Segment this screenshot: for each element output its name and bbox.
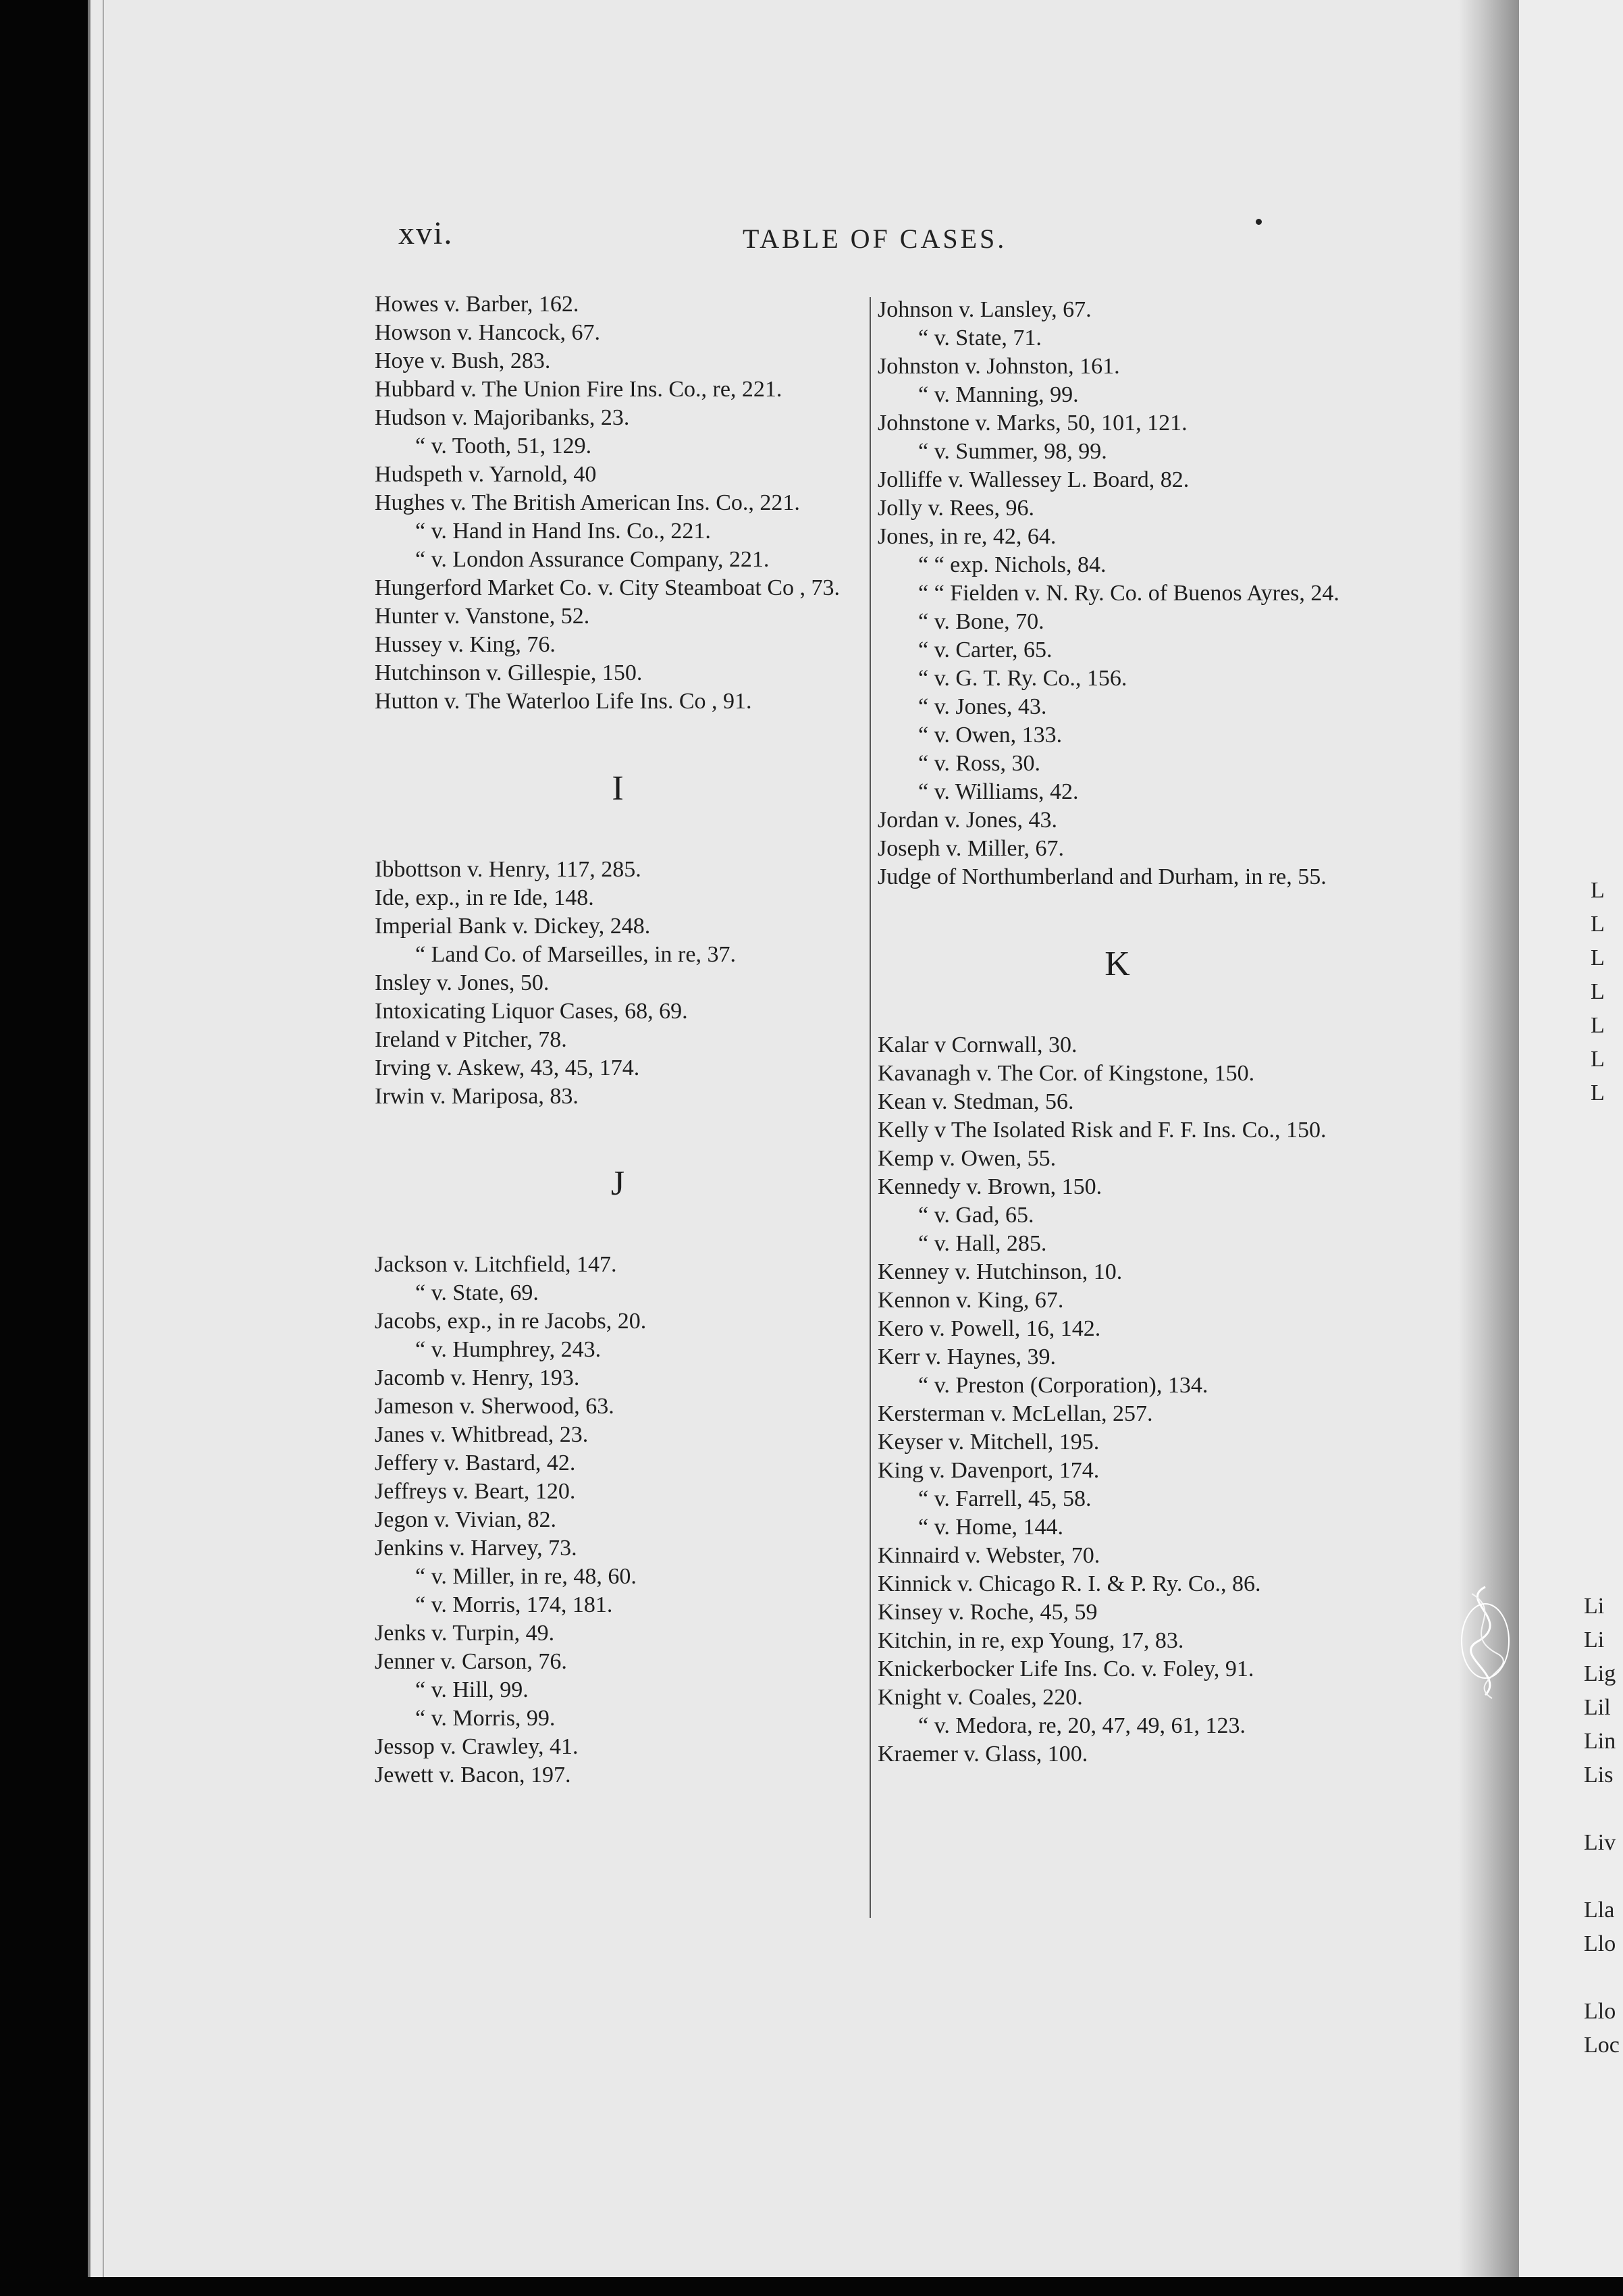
index-entry: Hubbard v. The Union Fire Ins. Co., re, 221. [375, 377, 782, 402]
entries-j-right [878, 296, 1357, 891]
index-entry: “ v. Miller, in re, 48, 60. [415, 1564, 637, 1589]
index-entry: Kennon v. King, 67. [878, 1288, 1064, 1313]
index-entry: Jacomb v. Henry, 193. [375, 1365, 580, 1390]
index-entry: “ v. State, 69. [415, 1280, 539, 1305]
index-entry: “ v. Summer, 98, 99. [918, 439, 1107, 464]
index-entry: Jameson v. Sherwood, 63. [375, 1394, 614, 1419]
index-entry: “ v. Morris, 174, 181. [415, 1592, 613, 1617]
binding-thread-icon [1445, 1580, 1526, 1702]
page-title: TABLE OF CASES. [743, 224, 1007, 254]
index-entry: Imperial Bank v. Dickey, 248. [375, 914, 651, 939]
index-entry: Kraemer v. Glass, 100. [878, 1742, 1088, 1767]
index-entry: Joseph v. Miller, 67. [878, 836, 1064, 861]
fragment: Loc [1584, 2033, 1620, 2058]
print-speck [1256, 219, 1262, 225]
index-entry: “ v. Jones, 43. [918, 694, 1047, 719]
index-entry: Hussey v. King, 76. [375, 632, 556, 657]
index-entry: Hudson v. Majoribanks, 23. [375, 405, 630, 430]
index-entry: Jessop v. Crawley, 41. [375, 1734, 579, 1759]
index-entry: Howes v. Barber, 162. [375, 292, 579, 317]
entries-h [375, 290, 861, 716]
index-entry: Irwin v. Mariposa, 83. [375, 1084, 579, 1109]
fragment: Lin [1584, 1729, 1616, 1754]
index-entry: Hoye v. Bush, 283. [375, 348, 551, 373]
index-entry: “ v. Bone, 70. [918, 609, 1044, 634]
index-entry: “ v. Owen, 133. [918, 723, 1063, 748]
index-entry: “ v. Hill, 99. [415, 1677, 529, 1702]
index-entry: Kitchin, in re, exp Young, 17, 83. [878, 1628, 1184, 1653]
index-entry: “ v. Williams, 42. [918, 779, 1079, 804]
fragment: Li [1584, 1594, 1605, 1619]
index-entry: Hutton v. The Waterloo Life Ins. Co , 91. [375, 689, 752, 714]
index-entry: Kelly v The Isolated Risk and F. F. Ins. Co., 150. [878, 1118, 1327, 1143]
index-entry: “ v. Farrell, 45, 58. [918, 1486, 1092, 1511]
index-entry: Kenney v. Hutchinson, 10. [878, 1259, 1123, 1284]
index-entry: Kerr v. Haynes, 39. [878, 1345, 1057, 1369]
index-entry: Hungerford Market Co. v. City Steamboat Co , 73. [375, 575, 841, 600]
index-entry: Johnson v. Lansley, 67. [878, 297, 1092, 322]
index-entry: Knickerbocker Life Ins. Co. v. Foley, 91. [878, 1656, 1254, 1681]
index-entry: “ v. Hand in Hand Ins. Co., 221. [415, 519, 711, 544]
fragment: Liv [1584, 1830, 1616, 1855]
index-entry: Jones, in re, 42, 64. [878, 524, 1057, 549]
index-entry: “ v. Home, 144. [918, 1515, 1063, 1540]
index-entry: Jewett v. Bacon, 197. [375, 1763, 571, 1788]
section-letter-i: I [612, 769, 624, 808]
index-entry: Insley v. Jones, 50. [375, 970, 550, 995]
index-entry: Hutchinson v. Gillespie, 150. [375, 660, 643, 685]
fragment: Lig [1584, 1661, 1616, 1686]
section-letter-j: J [610, 1164, 625, 1203]
index-entry: Jegon v. Vivian, 82. [375, 1507, 556, 1532]
index-entry: “ v. State, 71. [918, 325, 1042, 350]
index-entry: Kinsey v. Roche, 45, 59 [878, 1600, 1098, 1625]
index-entry: Johnstone v. Marks, 50, 101, 121. [878, 411, 1188, 436]
fragment: L [1591, 878, 1605, 903]
index-entry: Kean v. Stedman, 56. [878, 1089, 1074, 1114]
index-entry: “ v. London Assurance Company, 221. [415, 547, 770, 572]
index-entry: Kinnaird v. Webster, 70. [878, 1543, 1100, 1568]
index-entry: “ “ Fielden v. N. Ry. Co. of Buenos Ayres, 24. [918, 581, 1339, 606]
index-entry: “ v. Humphrey, 243. [415, 1337, 602, 1362]
index-entry: Kalar v Cornwall, 30. [878, 1033, 1077, 1058]
index-entry: “ v. Carter, 65. [918, 637, 1053, 662]
fragment: Lil [1584, 1695, 1611, 1720]
index-entry: “ v. Ross, 30. [918, 751, 1041, 776]
page-edge [88, 0, 104, 2277]
fragment: L [1591, 912, 1605, 937]
index-entry: Hudspeth v. Yarnold, 40 [375, 462, 597, 487]
index-entry: Jenner v. Carson, 76. [375, 1649, 567, 1674]
index-entry: Ireland v Pitcher, 78. [375, 1027, 567, 1052]
index-entry: “ v. Hall, 285. [918, 1231, 1047, 1256]
index-entry: Jackson v. Litchfield, 147. [375, 1252, 617, 1277]
index-entry: Kavanagh v. The Cor. of Kingstone, 150. [878, 1061, 1255, 1086]
index-entry: Kersterman v. McLellan, 257. [878, 1401, 1153, 1426]
index-entry: Jeffery v. Bastard, 42. [375, 1451, 576, 1476]
index-entry: “ Land Co. of Marseilles, in re, 37. [415, 942, 736, 967]
fragment: L [1591, 1047, 1605, 1072]
index-entry: Ibbottson v. Henry, 117, 285. [375, 857, 641, 882]
index-entry: Irving v. Askew, 43, 45, 174. [375, 1055, 640, 1080]
index-entry: Ide, exp., in re Ide, 148. [375, 885, 594, 910]
fragment: Llo [1584, 1999, 1616, 2024]
index-entry: Jolliffe v. Wallessey L. Board, 82. [878, 467, 1190, 492]
entries-i [375, 856, 861, 1111]
index-entry: Knight v. Coales, 220. [878, 1685, 1083, 1710]
index-entry: Intoxicating Liquor Cases, 68, 69. [375, 999, 688, 1024]
index-entry: “ “ exp. Nichols, 84. [918, 552, 1107, 577]
index-entry: Jenkins v. Harvey, 73. [375, 1536, 577, 1561]
index-entry: Kinnick v. Chicago R. I. & P. Ry. Co., 86. [878, 1571, 1261, 1596]
index-entry: Johnston v. Johnston, 161. [878, 354, 1120, 379]
page-number: xvi. [398, 215, 454, 251]
left-column [375, 290, 861, 1790]
right-column [878, 296, 1357, 1769]
index-entry: “ v. G. T. Ry. Co., 156. [918, 666, 1127, 691]
index-entry: Howson v. Hancock, 67. [375, 320, 600, 345]
fragment: L [1591, 945, 1605, 970]
index-entry: Keyser v. Mitchell, 195. [878, 1430, 1100, 1455]
fragment: L [1591, 979, 1605, 1004]
entries-j-left [375, 1251, 861, 1790]
index-entry: “ v. Gad, 65. [918, 1203, 1034, 1228]
index-entry: Janes v. Whitbread, 23. [375, 1422, 589, 1447]
index-entry: Jolly v. Rees, 96. [878, 496, 1035, 521]
index-entry: Kero v. Powell, 16, 142. [878, 1316, 1101, 1341]
fragment: Lis [1584, 1763, 1614, 1788]
index-entry: “ v. Morris, 99. [415, 1706, 556, 1731]
index-entry: King v. Davenport, 174. [878, 1458, 1100, 1483]
index-entry: Jeffreys v. Beart, 120. [375, 1479, 576, 1504]
index-entry: Jacobs, exp., in re Jacobs, 20. [375, 1309, 647, 1334]
fragment: Lla [1584, 1898, 1615, 1923]
fragment: Li [1584, 1627, 1605, 1652]
index-entry: “ v. Preston (Corporation), 134. [918, 1373, 1208, 1398]
index-entry: Hughes v. The British American Ins. Co., 221. [375, 490, 800, 515]
index-entry: Kemp v. Owen, 55. [878, 1146, 1057, 1171]
index-entry: “ v. Manning, 99. [918, 382, 1079, 407]
index-entry: Jordan v. Jones, 43. [878, 808, 1057, 833]
spine-shadow [1458, 0, 1519, 2277]
index-entry: Hunter v. Vanstone, 52. [375, 604, 590, 629]
section-letter-k: K [1105, 945, 1130, 983]
index-entry: Judge of Northumberland and Durham, in re, 55. [878, 864, 1327, 889]
index-entry: Kennedy v. Brown, 150. [878, 1174, 1102, 1199]
index-entry: “ v. Medora, re, 20, 47, 49, 61, 123. [918, 1713, 1246, 1738]
fragment: L [1591, 1080, 1605, 1105]
fragment: L [1591, 1013, 1605, 1038]
index-entry: “ v. Tooth, 51, 129. [415, 434, 592, 459]
fragment: Llo [1584, 1931, 1616, 1956]
entries-k [878, 1031, 1357, 1769]
column-divider [870, 297, 871, 1918]
index-entry: Jenks v. Turpin, 49. [375, 1621, 555, 1646]
